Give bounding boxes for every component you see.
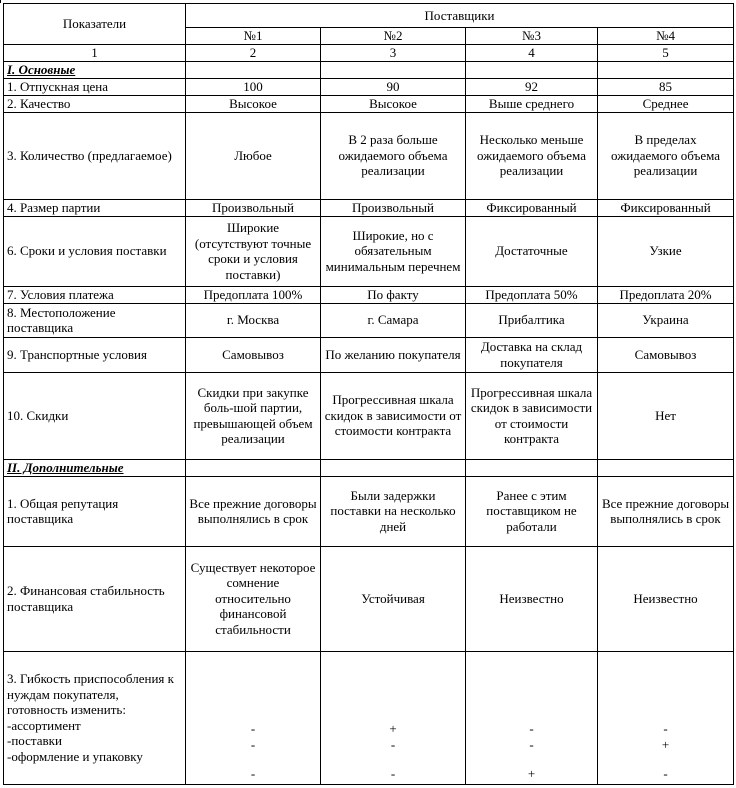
flex-values (598, 651, 734, 784)
row-value: Существует некоторое сомнение относительно финансовой стабильности (186, 546, 321, 651)
empty-cell (186, 62, 321, 79)
row-value: Несколько меньше ожидаемого объема реализации (466, 112, 598, 199)
empty-cell (598, 62, 734, 79)
column-number: 1 (4, 45, 186, 62)
section-extra-title: II. Дополнительные (4, 459, 186, 476)
row-label: 2. Качество (4, 95, 186, 112)
row-value: Ранее с этим поставщиком не работали (466, 476, 598, 546)
empty-cell (598, 459, 734, 476)
row-label: 4. Размер партии (4, 199, 186, 216)
row-value: Достаточные (466, 216, 598, 286)
flex-sign: - (250, 721, 256, 736)
row-value: Неизвестно (466, 546, 598, 651)
row-value: Доставка на склад покупателя (466, 337, 598, 372)
row-value: Выше среднего (466, 95, 598, 112)
row-value: Произвольный (186, 199, 321, 216)
row-value: Широкие, но с обязательным минимальным перечнем (321, 216, 466, 286)
empty-cell (186, 459, 321, 476)
row-value: 90 (321, 78, 466, 95)
row-label: 1. Общая репутация поставщика (4, 476, 186, 546)
header-indicators: Показатели (4, 4, 186, 45)
row-value: Скидки при закупке боль-шой партии, превышающей объем реализации (186, 372, 321, 459)
flex-sign: - (529, 721, 534, 736)
column-number: 4 (466, 45, 598, 62)
flex-sign: - (529, 736, 534, 752)
row-label: 7. Условия платежа (4, 286, 186, 303)
header-supplier-4: №4 (598, 28, 734, 45)
row-label-flexibility: 3. Гибкость приспособления к нуждам покупателя, готовность изменить: -ассортимент -поставки -оформление и упаковку (4, 651, 186, 784)
row-label: 1. Отпускная цена (4, 78, 186, 95)
row-value: 85 (598, 78, 734, 95)
row-value: Предоплата 20% (598, 286, 734, 303)
row-value: Были задержки поставки на несколько дней (321, 476, 466, 546)
header-supplier-1: №1 (186, 28, 321, 45)
row-value: Фиксированный (598, 199, 734, 216)
flex-sign: - (663, 766, 668, 781)
row-label: 3. Количество (предлагаемое) (4, 112, 186, 199)
row-value: Предоплата 100% (186, 286, 321, 303)
row-value: Фиксированный (466, 199, 598, 216)
row-value: Самовывоз (186, 337, 321, 372)
row-value: 100 (186, 78, 321, 95)
flex-sign: + (661, 736, 670, 752)
column-number: 5 (598, 45, 734, 62)
flex-sign: + (527, 766, 536, 781)
empty-cell (466, 62, 598, 79)
empty-cell (321, 459, 466, 476)
row-value: Все прежние договоры выполнялись в срок (186, 476, 321, 546)
row-label: 10. Скидки (4, 372, 186, 459)
row-value: В 2 раза больше ожидаемого объема реализации (321, 112, 466, 199)
row-value: г. Москва (186, 303, 321, 337)
flex-sign: - (250, 736, 256, 752)
flex-values (466, 651, 598, 784)
flex-values (186, 651, 321, 784)
row-label: 8. Местоположение поставщика (4, 303, 186, 337)
empty-cell (321, 62, 466, 79)
row-label: 2. Финансовая стабильность поставщика (4, 546, 186, 651)
column-number: 2 (186, 45, 321, 62)
empty-cell (466, 459, 598, 476)
flex-sign: + (389, 721, 397, 736)
header-supplier-3: №3 (466, 28, 598, 45)
flex-sign: - (663, 721, 668, 736)
row-value: Самовывоз (598, 337, 734, 372)
supplier-comparison-table (3, 3, 734, 785)
header-suppliers: Поставщики (186, 4, 734, 28)
column-number: 3 (321, 45, 466, 62)
row-value: Высокое (321, 95, 466, 112)
row-value: Прибалтика (466, 303, 598, 337)
row-value: Предоплата 50% (466, 286, 598, 303)
row-value: Неизвестно (598, 546, 734, 651)
row-value: Прогрессивная шкала скидок в зависимости от стоимости контракта (321, 372, 466, 459)
row-value: В пределах ожидаемого объема реализации (598, 112, 734, 199)
row-value: Высокое (186, 95, 321, 112)
row-value: 92 (466, 78, 598, 95)
flex-values (321, 651, 466, 784)
row-value: Произвольный (321, 199, 466, 216)
row-value: Широкие (отсутствуют точные сроки и условия поставки) (186, 216, 321, 286)
row-value: Узкие (598, 216, 734, 286)
row-value: По желанию покупателя (321, 337, 466, 372)
row-value: Прогрессивная шкала скидок в зависимости от стоимости контракта (466, 372, 598, 459)
row-value: г. Самара (321, 303, 466, 337)
row-value: Любое (186, 112, 321, 199)
header-supplier-2: №2 (321, 28, 466, 45)
flex-sign: - (390, 766, 396, 781)
flex-sign: - (250, 766, 256, 781)
row-value: Среднее (598, 95, 734, 112)
row-value: Нет (598, 372, 734, 459)
row-value: Украина (598, 303, 734, 337)
row-value: Устойчивая (321, 546, 466, 651)
row-value: По факту (321, 286, 466, 303)
row-value: Все прежние договоры выполнялись в срок (598, 476, 734, 546)
row-label: 6. Сроки и условия поставки (4, 216, 186, 286)
row-label: 9. Транспортные условия (4, 337, 186, 372)
section-main-title: I. Основные (4, 62, 186, 79)
flex-sign: - (390, 736, 396, 752)
